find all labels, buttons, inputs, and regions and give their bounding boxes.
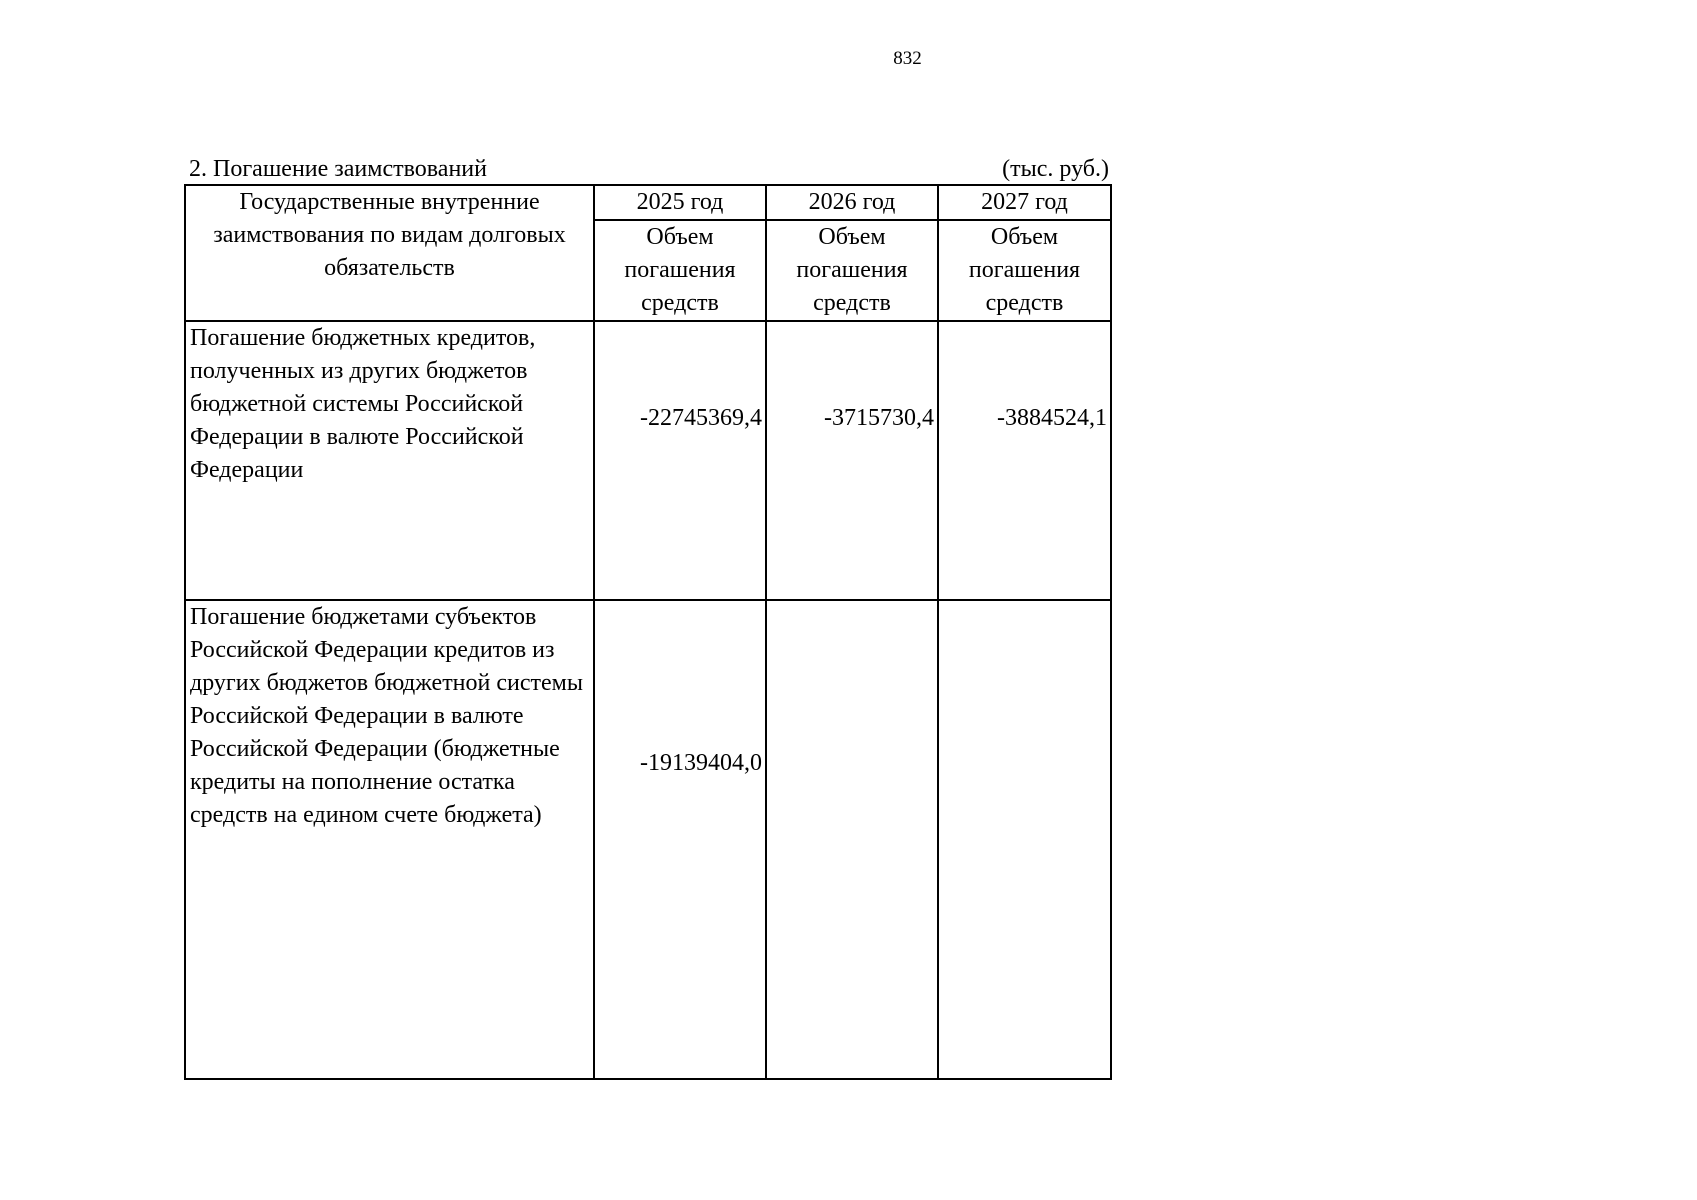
header-subheader-2025: Объем погашения средств bbox=[594, 220, 766, 321]
header-year-2027: 2027 год bbox=[938, 185, 1111, 220]
row-description: Погашение бюджетных кредитов, полученных из других бюджетов бюджетной системы Российской Федерации в валюте Российской Федерации bbox=[185, 321, 594, 600]
row-value-2027 bbox=[938, 600, 1111, 1079]
header-subheader-2027: Объем погашения средств bbox=[938, 220, 1111, 321]
row-value-2025: -22745369,4 bbox=[594, 321, 766, 600]
repayment-table bbox=[184, 184, 1112, 1080]
header-category: Государственные внутренние заимствования по видам долговых обязательств bbox=[185, 185, 594, 321]
page-number: 832 bbox=[893, 48, 922, 69]
units-label: (тыс. руб.) bbox=[1002, 156, 1109, 182]
table-row bbox=[185, 321, 1111, 600]
header-row-years bbox=[185, 185, 1111, 220]
row-value-2026: -3715730,4 bbox=[766, 321, 938, 600]
row-value-2026 bbox=[766, 600, 938, 1079]
header-year-2026: 2026 год bbox=[766, 185, 938, 220]
section-caption bbox=[189, 154, 1113, 184]
row-description: Погашение бюджетами субъектов Российской Федерации кредитов из других бюджетов бюджетной системы Российской Федерации в валюте Российской Федерации (бюджетные кредиты на пополнение остатка средств на едином счете бюджета) bbox=[185, 600, 594, 1079]
row-value-2025: -19139404,0 bbox=[594, 600, 766, 1079]
section-title: 2. Погашение заимствований bbox=[189, 156, 487, 182]
table-row bbox=[185, 600, 1111, 1079]
header-year-2025: 2025 год bbox=[594, 185, 766, 220]
row-value-2027: -3884524,1 bbox=[938, 321, 1111, 600]
header-subheader-2026: Объем погашения средств bbox=[766, 220, 938, 321]
